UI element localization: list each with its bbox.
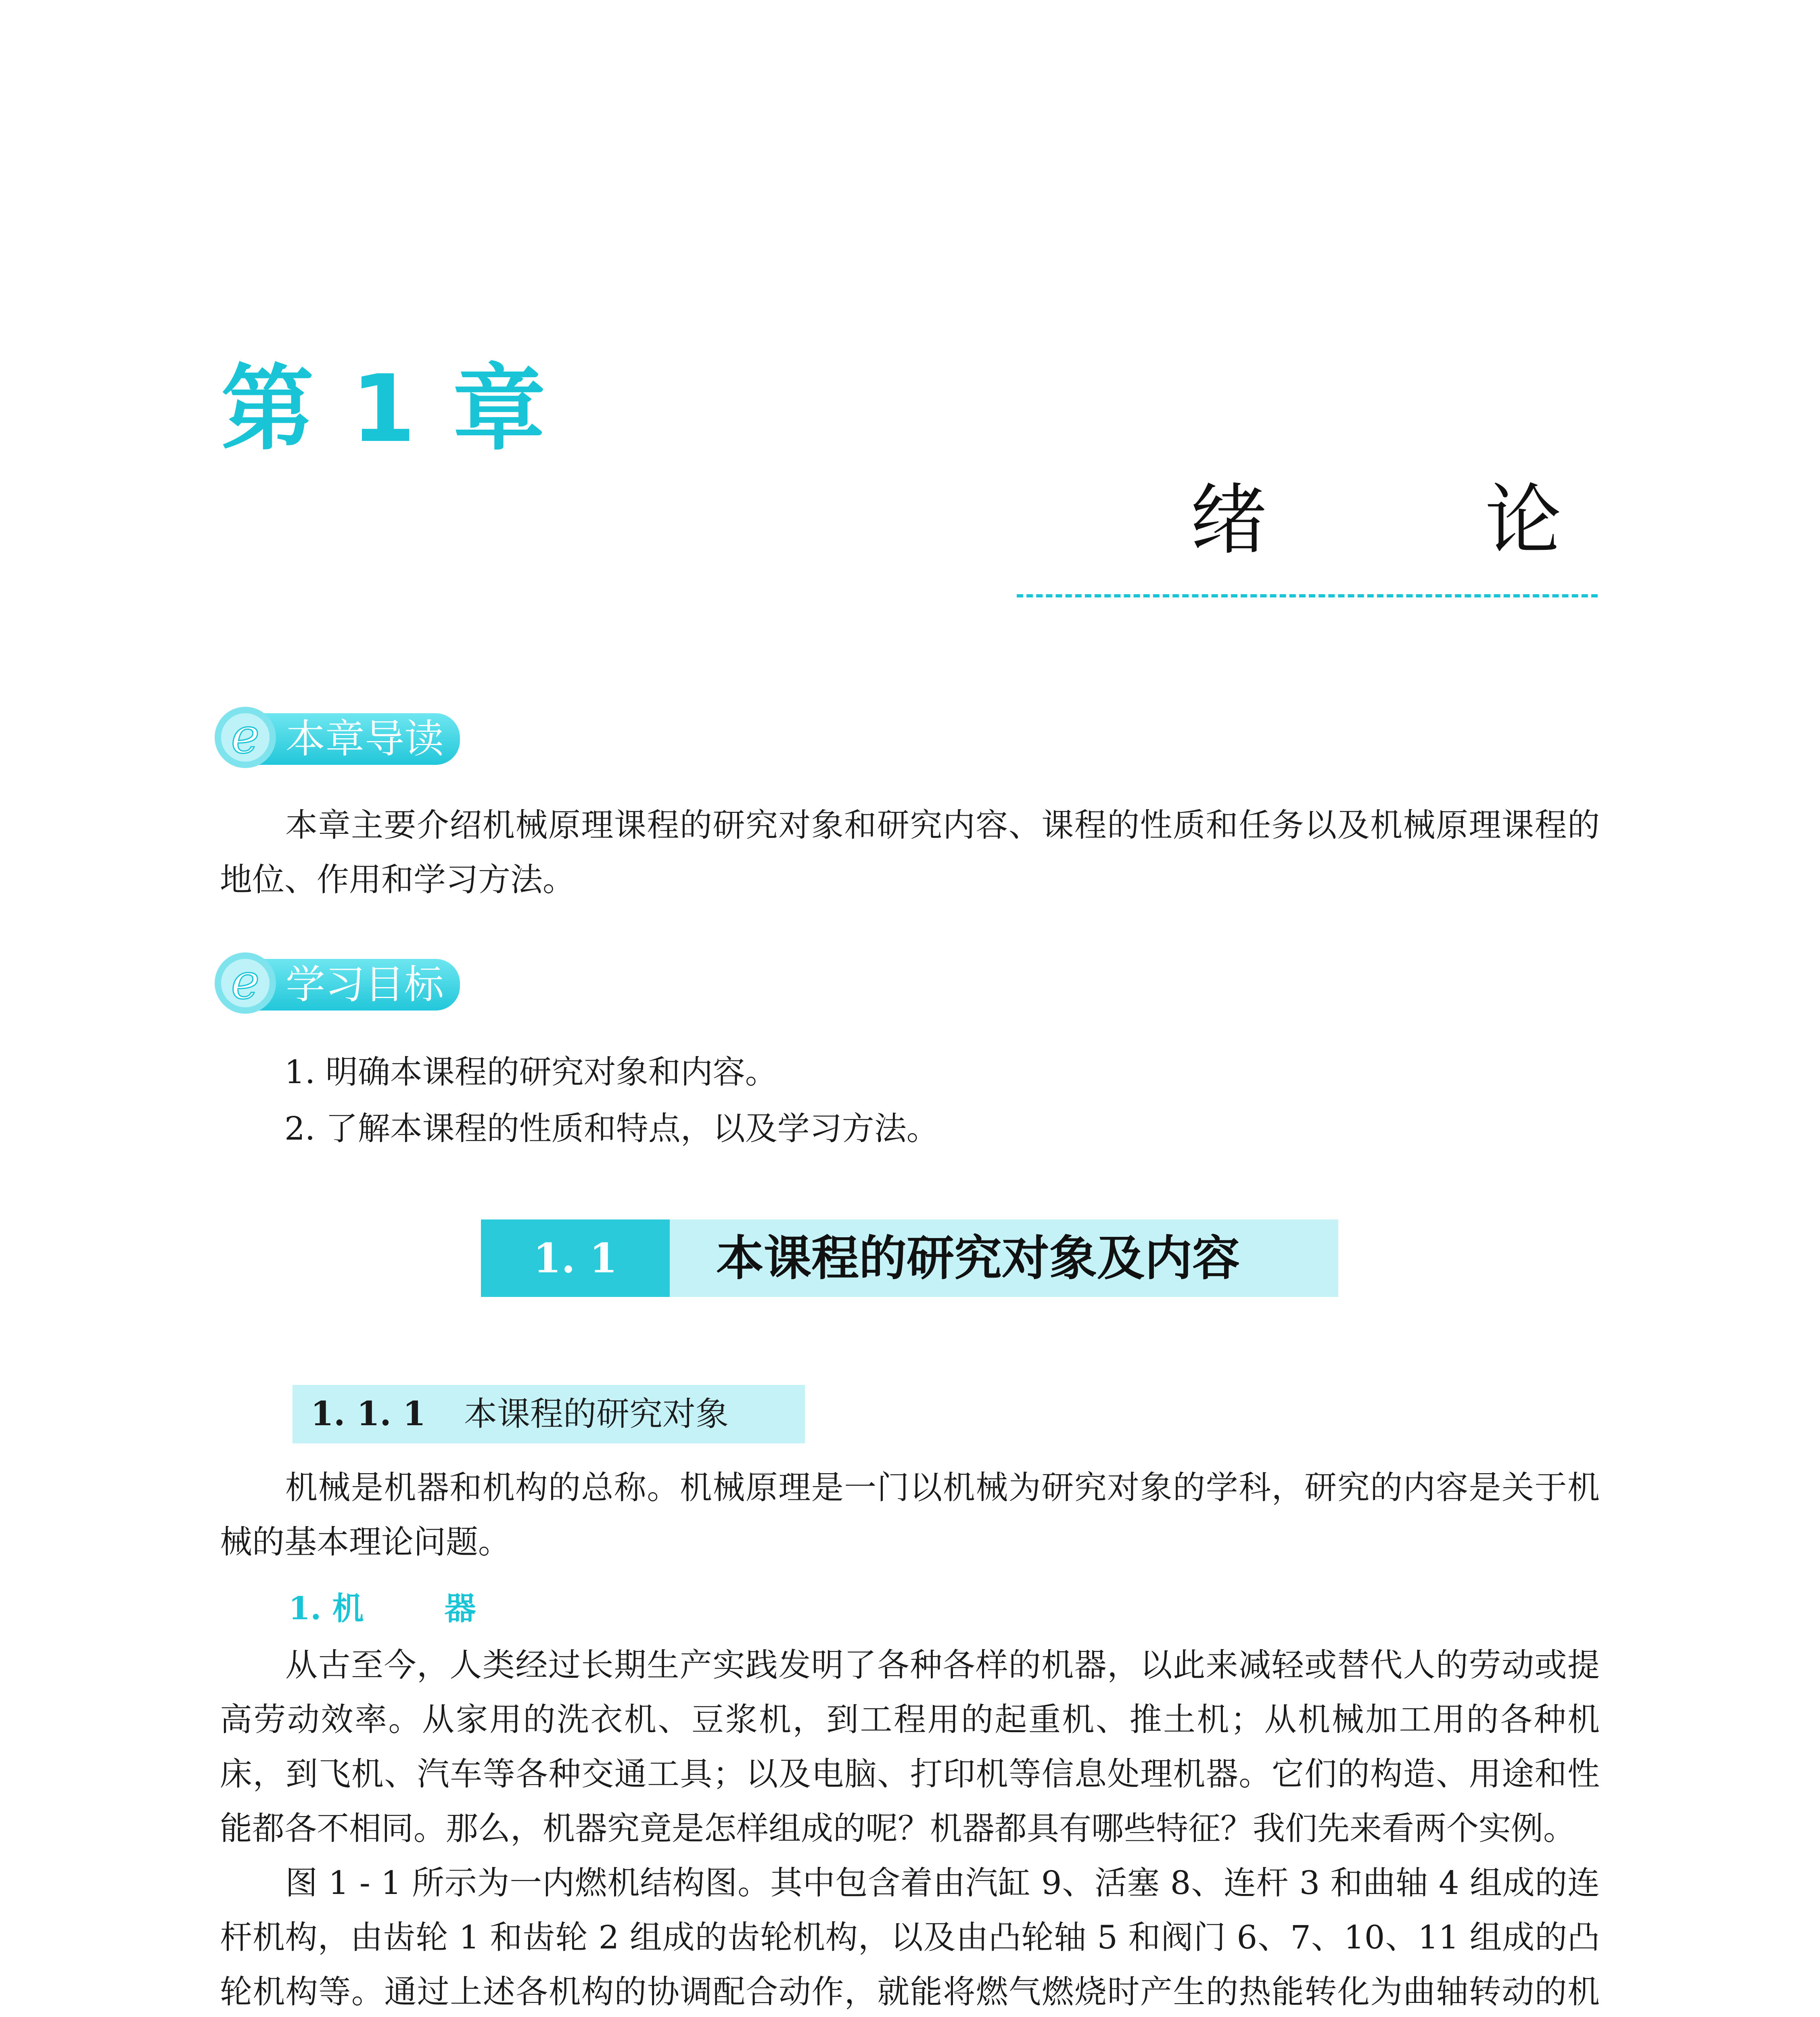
section-number: 1. 1 [481,1219,670,1297]
chapter-guide-text: 本章主要介绍机械原理课程的研究对象和研究内容、课程的性质和任务以及机械原理课程的地位、作用和学习方法。 [220,806,1600,898]
body-text [220,1638,1600,2017]
learning-objectives-label: 学习目标 [286,962,444,1008]
body-paragraph: 从古至今，人类经过长期生产实践发明了各种各样的机器，以此来减轻或替代人的劳动或提高劳动效率。从家用的洗衣机、豆浆机，到工程用的起重机、推土机；从机械加工用的各种机床，到飞机、汽车等各种交通工具；以及电脑、打印机等信息处理机器。它们的构造、用途和性能都各不相同。那么，机器究竟是怎样组成的呢？机器都具有哪些特征？我们先来看两个实例。 [220,1646,1600,1847]
chapter-number: 第 1 章 [221,355,548,463]
chapter-title: 绪 论 [1190,476,1659,565]
subsection-heading [311,1385,729,1443]
body-paragraph: 图 1 - 1 所示为一内燃机结构图。其中包含着由汽缸 9、活塞 8、连杆 3 和曲轴 4 组成的连杆机构，由齿轮 1 和齿轮 2 组成的齿轮机构，以及由凸轮轴 5 和阀门 6、7、10、11 组成的凸轮机构等。通过上述各机构的协调配合动作，就能将燃气燃烧时产生的热能转化为曲轴转动的机 [220,1864,1600,2011]
list-item: 2. 了解本课程的性质和特点，以及学习方法。 [284,1110,939,1147]
e-logo-icon [213,951,278,1015]
intro-paragraph: 机械是机器和机构的总称。机械原理是一门以机械为研究对象的学科，研究的内容是关于机械的基本理论问题。 [220,1469,1600,1561]
title-dashed-divider [1017,594,1598,597]
item-heading-rest: 器 [444,1590,476,1627]
chapter-guide-label: 本章导读 [286,716,444,762]
subsection-title: 本课程的研究对象 [464,1395,729,1433]
section-title: 本课程的研究对象及内容 [716,1230,1240,1286]
svg-text:e: e [231,708,260,764]
svg-text:e: e [231,954,260,1010]
item-heading-number: 1. 机 [288,1590,364,1627]
list-item: 1. 明确本课程的研究对象和内容。 [284,1053,777,1091]
learning-objectives-list [284,1044,939,1157]
subsection-number: 1. 1. 1 [311,1395,426,1433]
chapter-guide-badge [213,705,520,770]
learning-objectives-badge [213,951,520,1015]
e-logo-icon [213,705,278,770]
item-heading [288,1583,476,1629]
